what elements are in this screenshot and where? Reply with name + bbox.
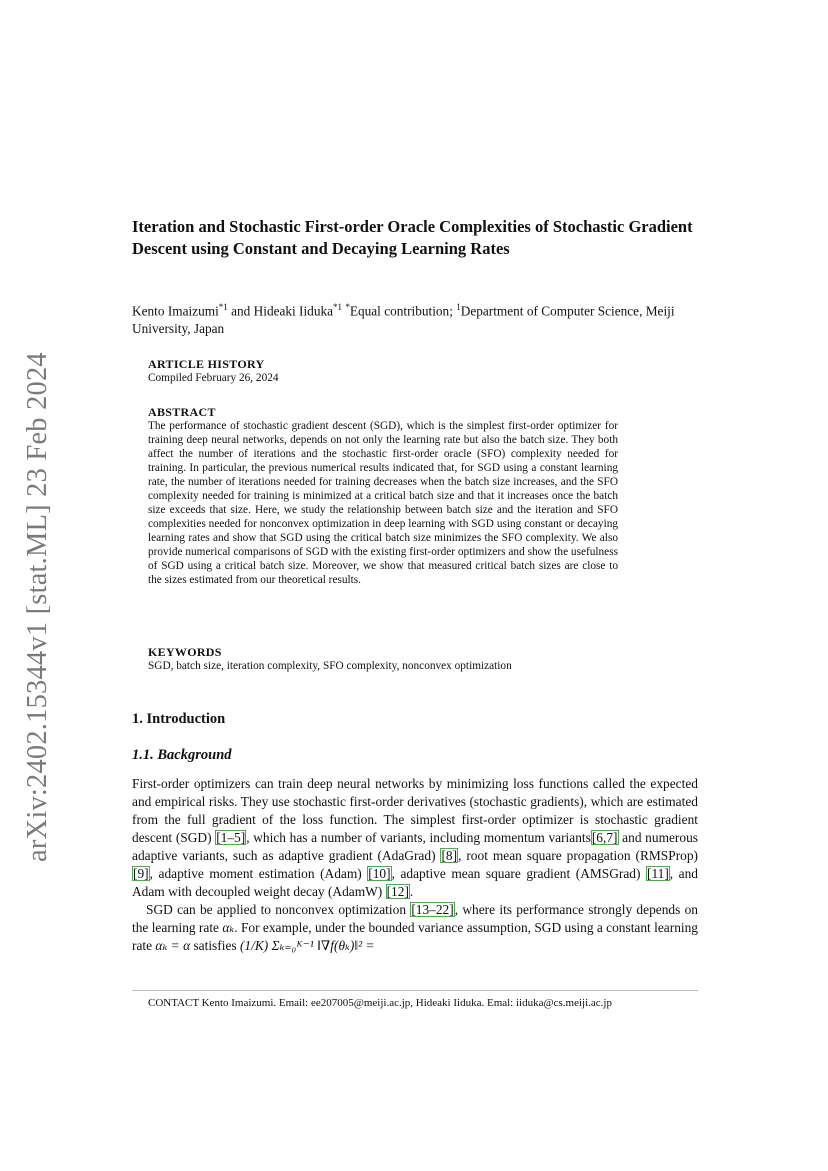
body-text: [132, 775, 698, 955]
abstract-heading: ABSTRACT: [148, 405, 216, 419]
author-name: Kento Imaizumi: [132, 303, 219, 319]
article-history-heading: ARTICLE HISTORY: [148, 357, 265, 371]
math-inline: αₖ: [222, 920, 235, 935]
citation-link[interactable]: [12]: [386, 884, 409, 899]
section-heading-introduction: 1. Introduction: [132, 711, 226, 727]
affiliation-mark: 1: [456, 302, 461, 312]
text-run: and numerous adaptive variants, such as adaptive gradient (AdaGrad): [132, 830, 698, 863]
text-run: satisfies: [190, 938, 240, 953]
math-inline: αₖ = α: [155, 938, 191, 953]
text-run: , which has a number of variants, including momentum variants: [246, 830, 591, 845]
compiled-date: Compiled February 26, 2024: [148, 372, 279, 384]
citation-link[interactable]: [8]: [441, 848, 458, 863]
keywords-heading: KEYWORDS: [148, 645, 222, 659]
equal-contribution-mark: *: [345, 302, 350, 312]
author-mark: *1: [218, 302, 228, 312]
article-history: [148, 357, 618, 385]
footnote-rule: [132, 990, 698, 991]
paragraph: [132, 775, 698, 901]
citation-link[interactable]: [13–22]: [411, 902, 454, 917]
abstract-text: The performance of stochastic gradient descent (SGD), which is the simplest first-order optimizer for training deep neural networks, depends on not only the learning rate but also the batch size. They both affect the number of iterations and the stochastic first-order oracle (SFO) complexity needed for training. In particular, the previous numerical results indicated that, for SGD using a constant learning rate, the number of iterations needed for training decreases when the batch size increases, and the SFO complexity needed for training is minimized at a critical batch size and that it increases once the batch size exceeds that size. Here, we study the relationship between batch size and the iteration and SFO complexities needed for nonconvex optimization in deep learning with SGD using constant or decaying learning rates and show that SGD using the critical batch size minimizes the SFO complexity. We also provide numerical comparisons of SGD with the existing first-order optimizers and show the usefulness of SGD using a critical batch size. Moreover, we show that measured critical batch sizes are close to the sizes estimated from our theoretical results.: [148, 420, 618, 586]
math-inline: (1/K) Σₖ₌₀ᴷ⁻¹ ‖∇f(θₖ)‖² =: [239, 938, 375, 953]
text-run: , adaptive mean square gradient (AMSGrad): [391, 866, 646, 881]
text-run: SGD can be applied to nonconvex optimization: [146, 902, 411, 917]
text-run: .: [409, 884, 414, 899]
text-run: , adaptive moment estimation (Adam): [149, 866, 368, 881]
paper-title: Iteration and Stochastic First-order Oracle Complexities of Stochastic Gradient Descent using Constant and Decaying Learning Rates: [132, 217, 693, 258]
contact-footnote: CONTACT Kento Imaizumi. Email: ee207005@meiji.ac.jp, Hideaki Iiduka. Emal: iiduka@cs.meiji.ac.jp: [148, 997, 612, 1009]
keywords-text: SGD, batch size, iteration complexity, SFO complexity, nonconvex optimization: [148, 660, 512, 672]
author-mark: *1: [333, 302, 343, 312]
keywords: [148, 645, 618, 673]
text-run: , and Adam with decoupled weight decay (AdamW): [132, 866, 699, 899]
affiliation: Department of Computer Science, Meiji University, Japan: [132, 303, 675, 337]
arxiv-side-stamp: arXiv:2402.15344v1 [stat.ML] 23 Feb 2024: [22, 352, 53, 862]
author-line: [132, 298, 702, 338]
text-run: First-order optimizers can train deep neural networks by minimizing loss functions called the expected and empirical risks. They use stochastic first-order derivatives (stochastic gradients), which are estimated from the full gradient of the loss function. The simplest first-order optimizer is stochastic gradient descent (SGD): [132, 776, 698, 845]
paragraph: [132, 901, 698, 955]
citation-link[interactable]: [11]: [646, 866, 669, 881]
citation-link[interactable]: [1–5]: [216, 830, 246, 845]
author-name: Hideaki Iiduka: [253, 303, 334, 319]
author-conjunction: and: [231, 303, 251, 319]
abstract: [148, 405, 618, 587]
text-run: , where its performance strongly depends on the learning rate: [132, 902, 698, 935]
text-run: , root mean square propagation (RMSProp): [458, 848, 698, 863]
equal-contribution-note: Equal contribution;: [349, 303, 453, 319]
citation-link[interactable]: [9]: [133, 866, 149, 881]
citation-link[interactable]: [6,7]: [591, 830, 618, 845]
text-run: . For example, under the bounded variance assumption, SGD using a constant learning rate: [132, 920, 698, 953]
citation-link[interactable]: [10]: [368, 866, 391, 881]
subsection-heading-background: 1.1. Background: [132, 747, 232, 763]
